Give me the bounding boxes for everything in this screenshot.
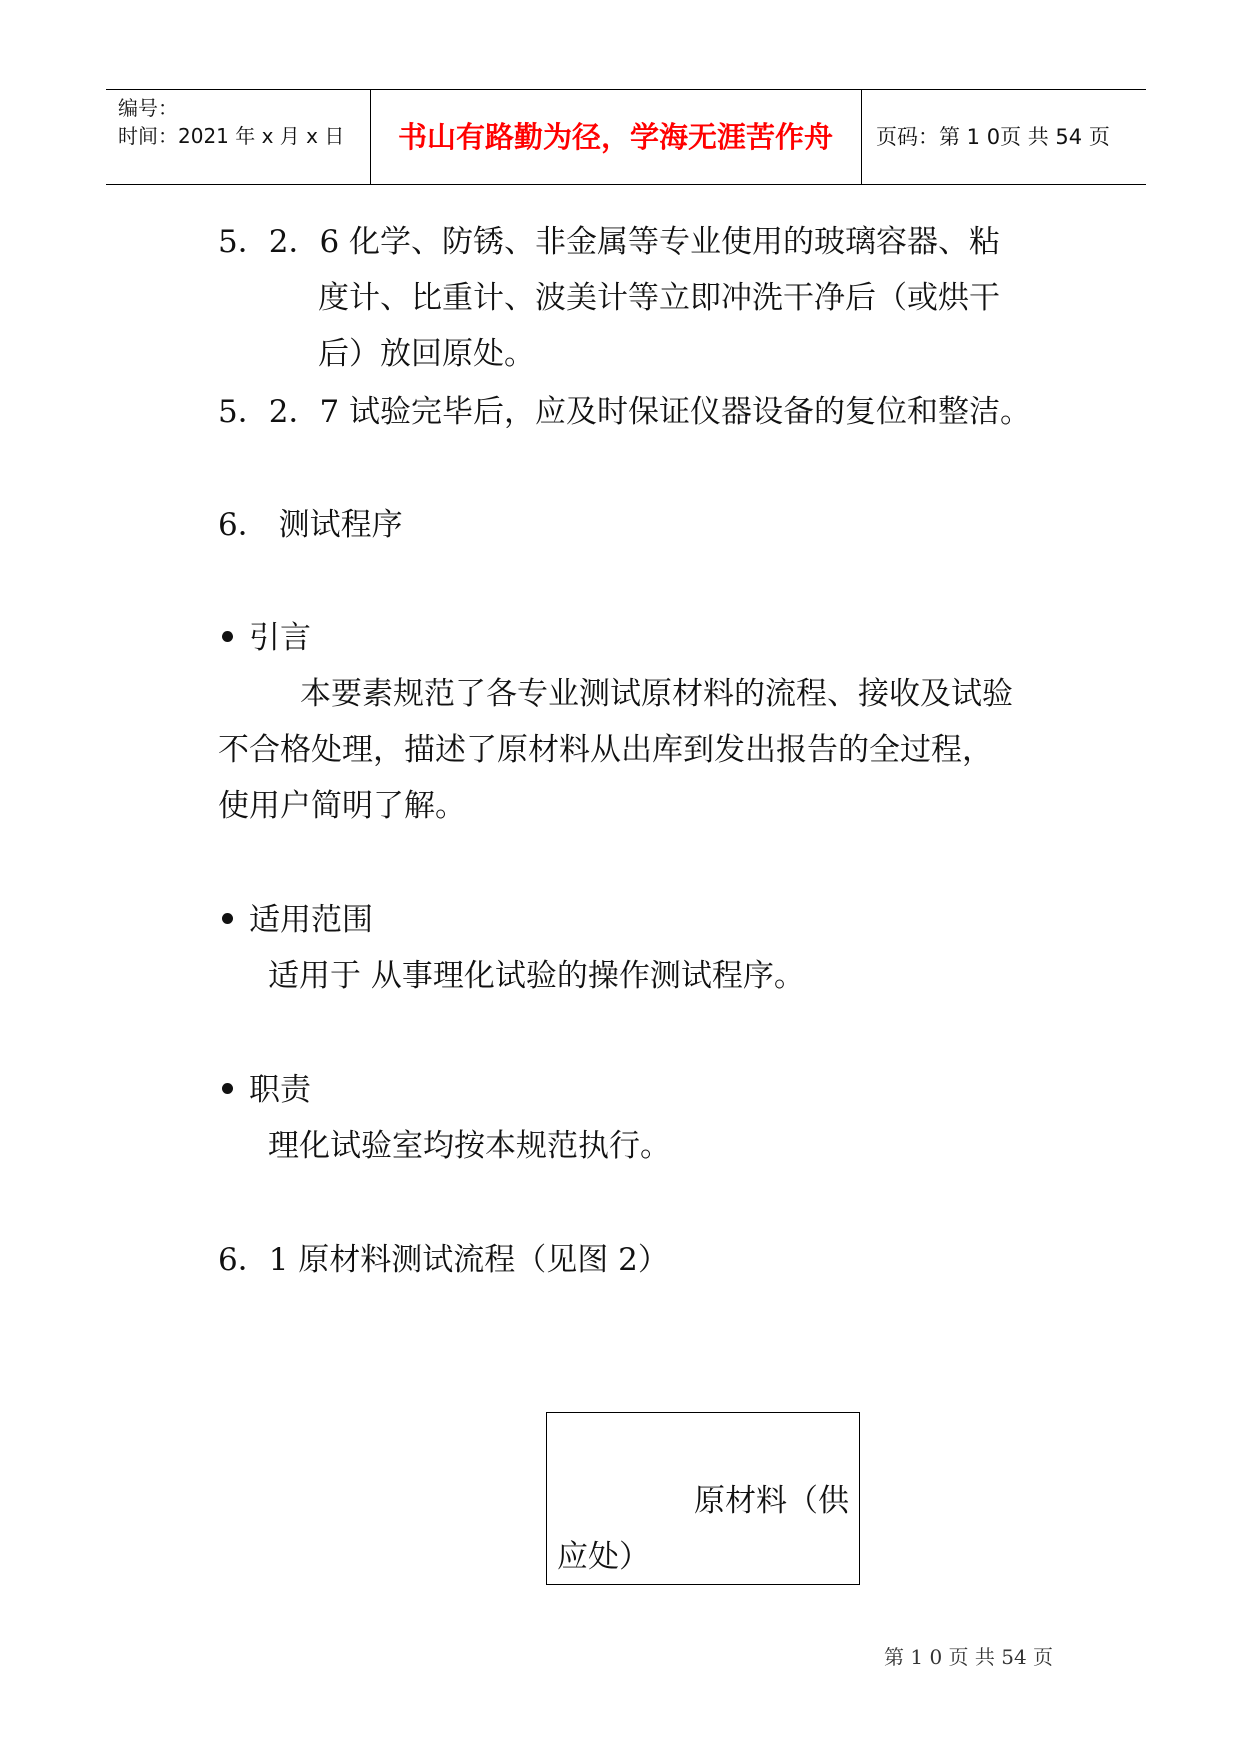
header-number-label: 编号： <box>118 96 178 120</box>
duty-heading-label: 职责 <box>249 1072 311 1108</box>
duty-text: 理化试验室均按本规范执行。 <box>268 1128 671 1164</box>
flow-box-line1: 原材料（供 <box>694 1483 849 1519</box>
bullet-icon <box>222 631 233 642</box>
header-divider <box>861 90 862 184</box>
flow-box-raw-material <box>546 1412 860 1585</box>
duty-heading <box>222 1070 311 1110</box>
section-6-1-heading: 6．1 原材料测试流程（见图 2） <box>218 1242 669 1278</box>
intro-heading-label: 引言 <box>249 620 311 656</box>
section-5-2-6-line3: 后）放回原处。 <box>318 336 535 372</box>
section-5-2-6-line2: 度计、比重计、波美计等立即冲洗干净后（或烘干 <box>318 280 1000 316</box>
header-time-label: 时间：2021 年 x 月 x 日 <box>118 124 345 148</box>
scope-text: 适用于 从事理化试验的操作测试程序。 <box>268 958 805 994</box>
scope-heading-label: 适用范围 <box>249 902 373 938</box>
intro-para-line1: 本要素规范了各专业测试原材料的流程、接收及试验 <box>300 676 1013 712</box>
header-meta <box>118 94 368 150</box>
scope-heading <box>222 900 373 940</box>
section-5-2-7: 5．2．7 试验完毕后，应及时保证仪器设备的复位和整洁。 <box>218 394 1032 430</box>
header-motto: 书山有路勤为径，学海无涯苦作舟 <box>397 120 833 154</box>
intro-para-line3: 使用户简明了解。 <box>218 788 466 824</box>
page-footer: 第 1 0 页 共 54 页 <box>884 1645 1054 1669</box>
section-6-heading: 6． 测试程序 <box>218 507 403 543</box>
page-header <box>106 89 1146 185</box>
intro-para-line2: 不合格处理，描述了原材料从出库到发出报告的全过程， <box>218 732 993 768</box>
intro-heading <box>222 618 311 658</box>
header-page-info: 页码：第 1 0页 共 54 页 <box>876 125 1110 149</box>
flow-box-line2: 应处） <box>557 1539 650 1575</box>
section-5-2-6-line1: 5．2．6 化学、防锈、非金属等专业使用的玻璃容器、粘 <box>218 224 1001 260</box>
bullet-icon <box>222 1083 233 1094</box>
bullet-icon <box>222 913 233 924</box>
